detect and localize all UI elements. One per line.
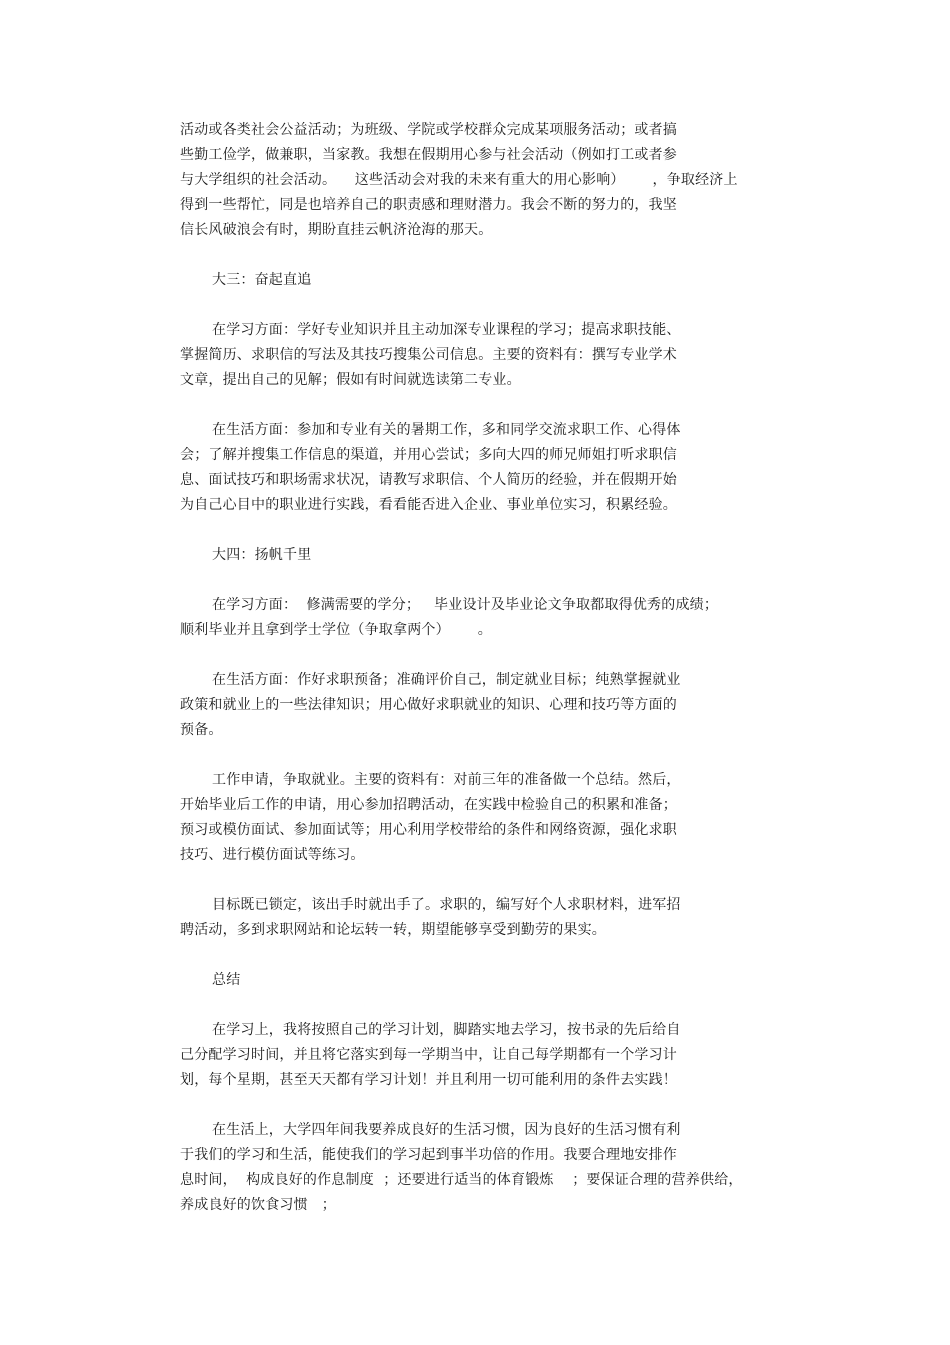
text-line: 在学习上，我将按照自己的学习计划，脚踏实地去学习，按书录的先后给自 [212, 1022, 681, 1038]
text-line: 在生活方面：参加和专业有关的暑期工作，多和同学交流求职工作、心得体 [212, 422, 681, 438]
text-line: 预备。 [180, 722, 223, 738]
text-line: 会；了解并搜集工作信息的渠道，并用心尝试；多向大四的师兄师姐打听求职信 [180, 447, 677, 463]
text-line: 技巧、进行模仿面试等练习。 [180, 847, 365, 863]
text-line: 己分配学习时间，并且将它落实到每一学期当中，让自己每学期都有一个学习计 [180, 1047, 677, 1063]
text-line: 开始毕业后工作的申请，用心参加招聘活动，在实践中检验自己的积累和准备； [180, 797, 677, 813]
text-line: 息、面试技巧和职场需求状况，请教写求职信、个人简历的经验，并在假期开始 [180, 472, 677, 488]
text-line: 目标既已锁定，该出手时就出手了。求职的，编写好个人求职材料，进军招 [212, 897, 681, 913]
text-line: 掌握简历、求职信的写法及其技巧搜集公司信息。主要的资料有：撰写专业学术 [180, 347, 677, 363]
text-line: 在学习方面： 修满需要的学分； 毕业设计及毕业论文争取都取得优秀的成绩； [212, 597, 719, 613]
text-line: 在生活上，大学四年间我要养成良好的生活习惯，因为良好的生活习惯有利 [212, 1122, 681, 1138]
text-line: 顺利毕业并且拿到学士学位（争取拿两个） 。 [180, 622, 492, 638]
text-line: 划，每个星期，甚至天天都有学习计划！并且利用一切可能利用的条件去实践！ [180, 1072, 677, 1088]
text-line: 在学习方面：学好专业知识并且主动加深专业课程的学习；提高求职技能、 [212, 322, 681, 338]
text-line: 得到一些帮忙，同是也培养自己的职责感和理财潜力。我会不断的努力的，我坚 [180, 197, 677, 213]
text-line: 文章，提出自己的见解；假如有时间就选读第二专业。 [180, 372, 521, 388]
section-heading-summary: 总结 [212, 972, 241, 988]
text-line: 为自己心目中的职业进行实践，看看能否进入企业、事业单位实习，积累经验。 [180, 497, 677, 513]
text-line: 信长风破浪会有时，期盼直挂云帆济沧海的那天。 [180, 222, 493, 238]
text-line: 工作申请，争取就业。主要的资料有：对前三年的准备做一个总结。然后， [212, 772, 681, 788]
section-heading-junior-year: 大三：奋起直追 [212, 272, 312, 288]
text-line: 与大学组织的社会活动。 这些活动会对我的未来有重大的用心影响） ，争取经济上 [180, 172, 738, 188]
text-line: 在生活方面：作好求职预备；准确评价自己，制定就业目标；纯熟掌握就业 [212, 672, 681, 688]
text-line: 预习或模仿面试、参加面试等；用心利用学校带给的条件和网络资源，强化求职 [180, 822, 677, 838]
text-line: 聘活动，多到求职网站和论坛转一转，期望能够享受到勤劳的果实。 [180, 922, 606, 938]
text-line: 活动或各类社会公益活动；为班级、学院或学校群众完成某项服务活动；或者搞 [180, 122, 677, 138]
text-line: 养成良好的饮食习惯 ； [180, 1197, 336, 1213]
text-line: 些勤工俭学，做兼职，当家教。我想在假期用心参与社会活动（例如打工或者参 [180, 147, 677, 163]
section-heading-senior-year: 大四：扬帆千里 [212, 547, 312, 563]
text-line: 于我们的学习和生活，能使我们的学习起到事半功倍的作用。我要合理地安排作 [180, 1147, 677, 1163]
text-line: 政策和就业上的一些法律知识；用心做好求职就业的知识、心理和技巧等方面的 [180, 697, 677, 713]
text-line: 息时间， 构成良好的作息制度 ；还要进行适当的体育锻炼 ；要保证合理的营养供给， [180, 1172, 743, 1188]
